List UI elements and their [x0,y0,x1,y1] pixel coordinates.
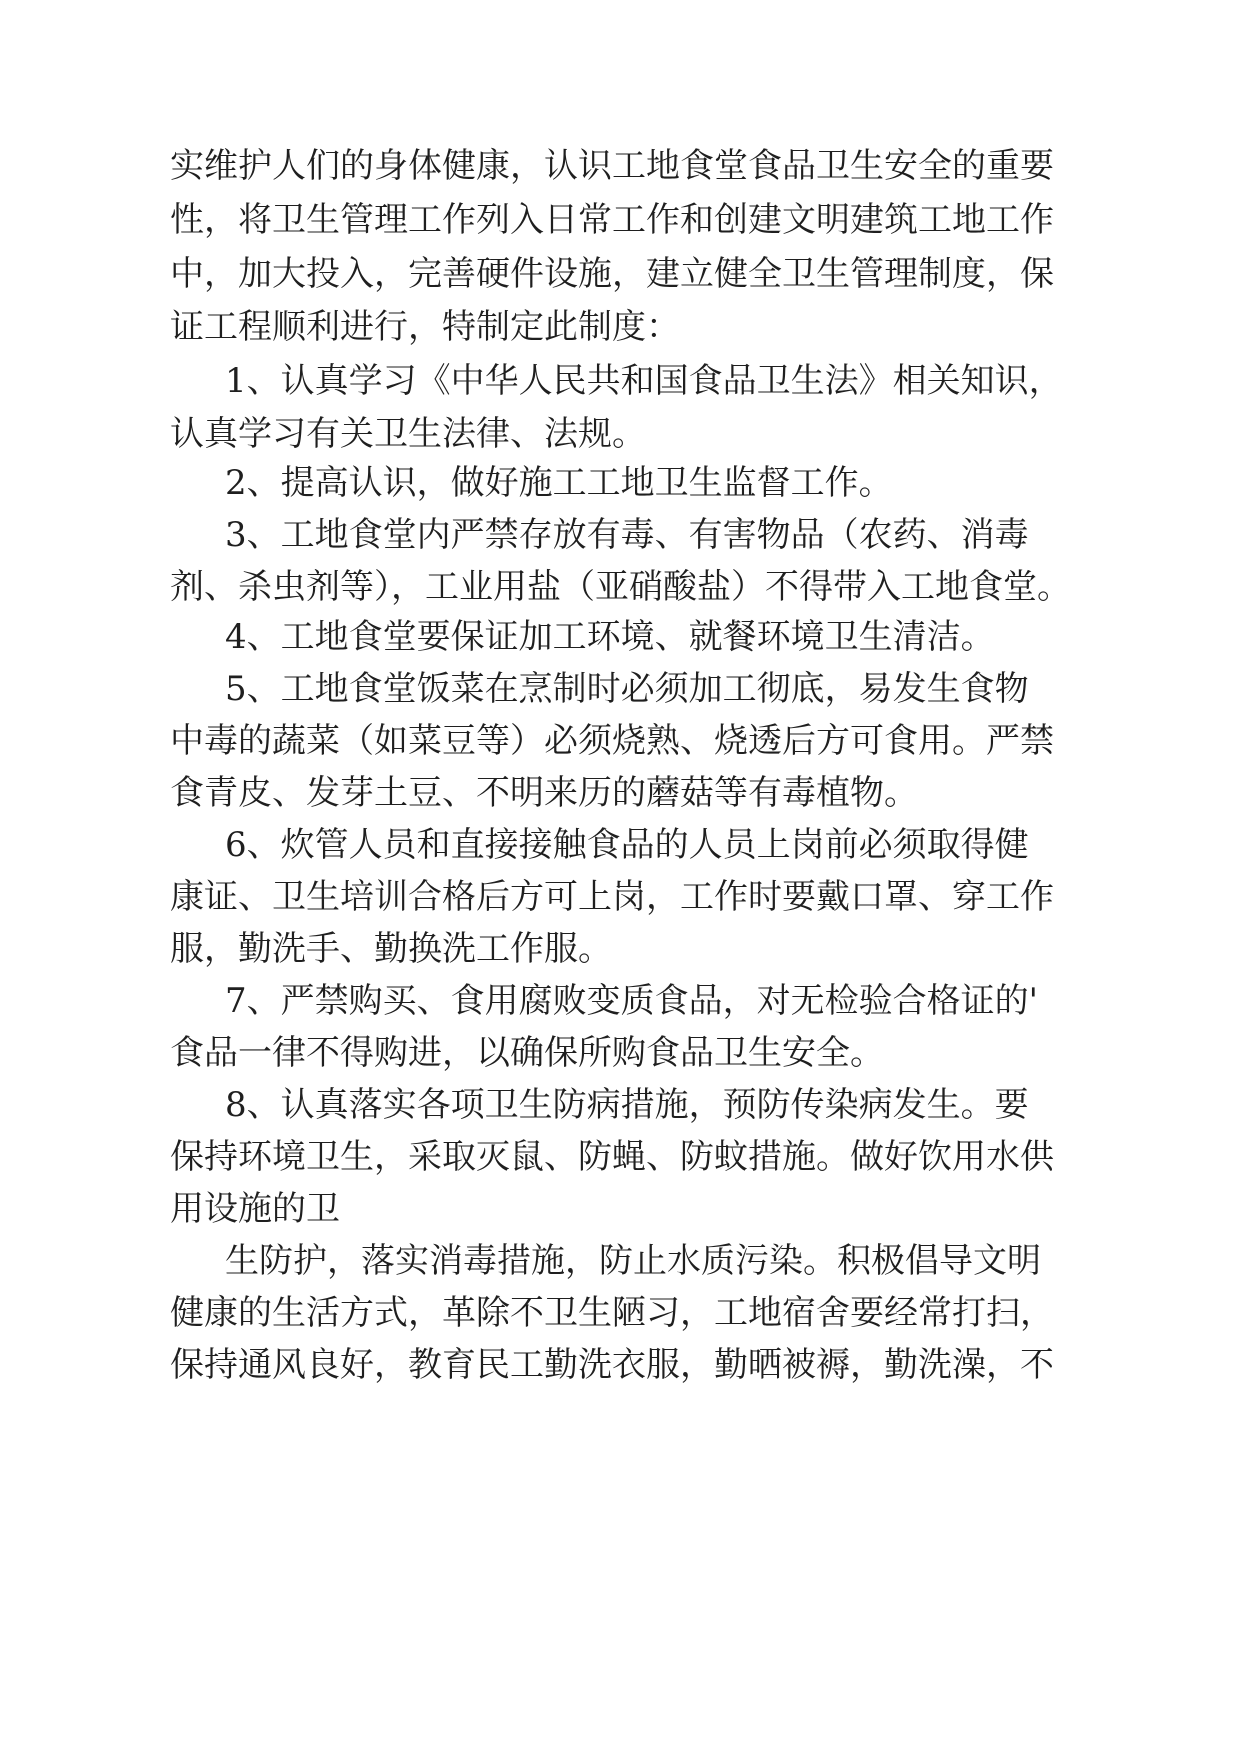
text-line: 剂、杀虫剂等），工业用盐（亚硝酸盐）不得带入工地食堂。 [170,567,1071,607]
text-line: 1、认真学习《中华人民共和国食品卫生法》相关知识， [225,361,1063,401]
text-line: 保持通风良好，教育民工勤洗衣服，勤晒被褥，勤洗澡，不 [170,1345,1054,1385]
text-line: 5、工地食堂饭菜在烹制时必须加工彻底，易发生食物 [225,669,1029,709]
text-line: 6、炊管人员和直接接触食品的人员上岗前必须取得健 [225,825,1029,865]
text-line: 用设施的卫 [170,1189,340,1229]
text-line: 性，将卫生管理工作列入日常工作和创建文明建筑工地工作 [170,200,1054,240]
text-line: 健康的生活方式，革除不卫生陋习，工地宿舍要经常打扫， [170,1293,1054,1333]
text-line: 服，勤洗手、勤换洗工作服。 [170,929,612,969]
text-line: 7、严禁购买、食用腐败变质食品，对无检验合格证的' [225,981,1038,1021]
text-line: 证工程顺利进行，特制定此制度： [170,307,680,347]
text-line: 3、工地食堂内严禁存放有毒、有害物品（农药、消毒 [225,515,1029,555]
text-line: 食青皮、发芽土豆、不明来历的蘑菇等有毒植物。 [170,773,918,813]
text-line: 康证、卫生培训合格后方可上岗，工作时要戴口罩、穿工作 [170,877,1054,917]
text-line: 生防护，落实消毒措施，防止水质污染。积极倡导文明 [225,1241,1041,1281]
text-line: 保持环境卫生，采取灭鼠、防蝇、防蚊措施。做好饮用水供 [170,1137,1054,1177]
text-line: 中，加大投入，完善硬件设施，建立健全卫生管理制度，保 [170,254,1054,294]
text-line: 实维护人们的身体健康，认识工地食堂食品卫生安全的重要 [170,146,1054,186]
text-line: 4、工地食堂要保证加工环境、就餐环境卫生清洁。 [225,617,995,657]
text-line: 认真学习有关卫生法律、法规。 [170,414,646,454]
text-line: 食品一律不得购进，以确保所购食品卫生安全。 [170,1033,884,1073]
text-line: 中毒的蔬菜（如菜豆等）必须烧熟、烧透后方可食用。严禁 [170,721,1054,761]
text-line: 8、认真落实各项卫生防病措施，预防传染病发生。要 [225,1085,1029,1125]
text-line: 2、提高认识，做好施工工地卫生监督工作。 [225,463,893,503]
